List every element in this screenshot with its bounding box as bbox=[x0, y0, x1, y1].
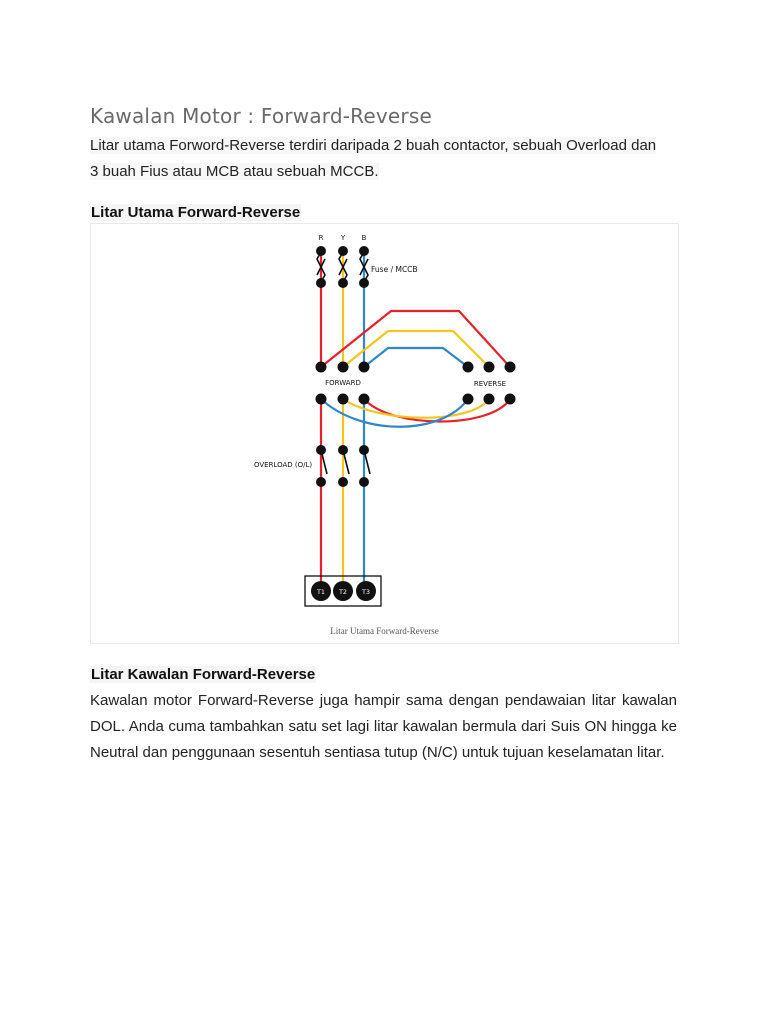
overload-terminal bbox=[338, 477, 348, 487]
fuse-terminal bbox=[359, 246, 369, 256]
intro-paragraph bbox=[90, 133, 677, 185]
overload-terminal bbox=[316, 445, 326, 455]
overload-label: OVERLOAD (O/L) bbox=[254, 461, 313, 469]
reverse-label: REVERSE bbox=[473, 380, 507, 388]
page-title: Kawalan Motor : Forward-Reverse bbox=[90, 104, 432, 128]
reverse-terminal bbox=[505, 362, 516, 373]
forward-terminal bbox=[359, 362, 370, 373]
phase-label-b: B bbox=[361, 234, 367, 242]
circuit-diagram-figure bbox=[90, 223, 679, 644]
reverse-terminal bbox=[484, 394, 495, 405]
fuse-terminal bbox=[338, 246, 348, 256]
terminal-label-t2: T2 bbox=[338, 588, 348, 596]
control-circuit-paragraph: Kawalan motor Forward-Reverse juga hampir sama dengan pendawaian litar kawalan DOL. Anda cuma tambahkan satu set lagi litar kawalan bermula dari Suis ON hingga ke Neutral dan penggunaan sesentuh sentiasa tutup (N/C) untuk tujuan keselamatan litar. bbox=[90, 692, 677, 761]
reverse-terminal bbox=[463, 394, 474, 405]
intro-line-2: 3 buah Fius atau MCB atau sebuah MCCB. bbox=[90, 163, 379, 180]
forward-terminal bbox=[359, 394, 370, 405]
overload-terminal bbox=[359, 445, 369, 455]
forward-reverse-circuit-diagram bbox=[91, 224, 678, 643]
terminal-label-t1: T1 bbox=[316, 588, 326, 596]
fuse-terminal bbox=[316, 278, 326, 288]
phase-label-r: R bbox=[318, 234, 324, 242]
section-heading-control-circuit: Litar Kawalan Forward-Reverse bbox=[91, 666, 316, 683]
intro-line-1: Litar utama Forword-Reverse terdiri daripada 2 buah contactor, sebuah Overload dan bbox=[90, 137, 657, 154]
reverse-terminal bbox=[505, 394, 516, 405]
section-heading-main-circuit: Litar Utama Forward-Reverse bbox=[91, 204, 301, 221]
overload-terminal bbox=[338, 445, 348, 455]
forward-terminal bbox=[316, 362, 327, 373]
fuse-terminal bbox=[338, 278, 348, 288]
reverse-terminal bbox=[484, 362, 495, 373]
figure-caption: Litar Utama Forward-Reverse bbox=[330, 626, 439, 636]
reverse-terminal bbox=[463, 362, 474, 373]
fuse-label: Fuse / MCCB bbox=[371, 265, 418, 274]
forward-terminal bbox=[338, 362, 349, 373]
phase-label-y: Y bbox=[340, 234, 346, 242]
forward-terminal bbox=[338, 394, 349, 405]
overload-terminal bbox=[359, 477, 369, 487]
forward-label: FORWARD bbox=[325, 379, 361, 387]
wire-b-to-reverse bbox=[364, 348, 468, 367]
terminal-label-t3: T3 bbox=[361, 588, 371, 596]
overload-terminal bbox=[316, 477, 326, 487]
fuse-terminal bbox=[359, 278, 369, 288]
forward-terminal bbox=[316, 394, 327, 405]
fuse-terminal bbox=[316, 246, 326, 256]
